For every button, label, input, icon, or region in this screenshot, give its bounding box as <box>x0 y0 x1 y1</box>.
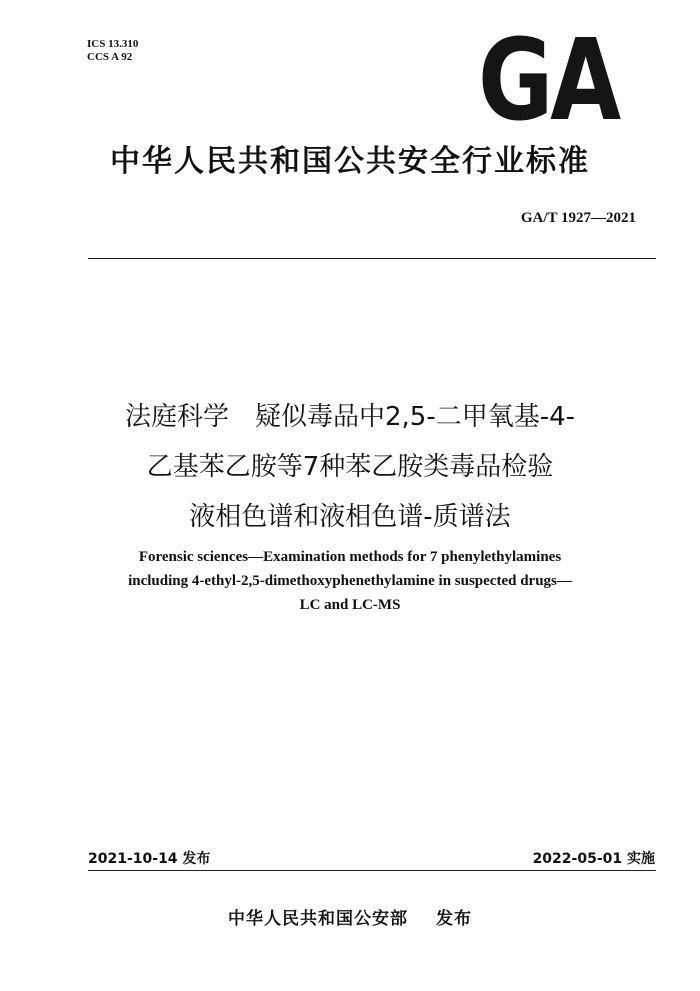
ics-code: ICS 13.310 <box>87 38 139 50</box>
classification-codes <box>87 38 138 64</box>
chinese-title-line-2: 乙基苯乙胺等7种苯乙胺类毒品检验 <box>146 452 554 482</box>
top-divider <box>88 258 656 259</box>
publication-date: 2021-10-14 发布 <box>88 851 211 867</box>
issuer-name: 中华人民共和国公安部 <box>228 909 408 929</box>
chinese-title <box>0 392 700 542</box>
bottom-divider <box>88 870 656 871</box>
chinese-title-line-3: 液相色谱和液相色谱-质谱法 <box>189 502 511 532</box>
standard-number: GA/T 1927—2021 <box>520 210 636 226</box>
english-title-line-3: LC and LC-MS <box>299 597 401 613</box>
issuer-action: 发布 <box>436 909 472 929</box>
english-title-line-2: including 4-ethyl-2,5-dimethoxyphenethylamine in suspected drugs— <box>128 573 572 589</box>
issuing-authority <box>0 904 700 929</box>
english-title-line-1: Forensic sciences—Examination methods for 7 phenylethylamines <box>138 549 562 565</box>
standard-category-title: 中华人民共和国公共安全行业标准 <box>110 144 590 179</box>
english-title <box>0 545 700 617</box>
implementation-date: 2022-05-01 实施 <box>532 851 655 867</box>
ga-logo: GA <box>478 16 618 146</box>
chinese-title-line-1: 法庭科学 疑似毒品中2,5-二甲氧基-4- <box>124 402 576 432</box>
ccs-code: CCS A 92 <box>87 51 133 63</box>
